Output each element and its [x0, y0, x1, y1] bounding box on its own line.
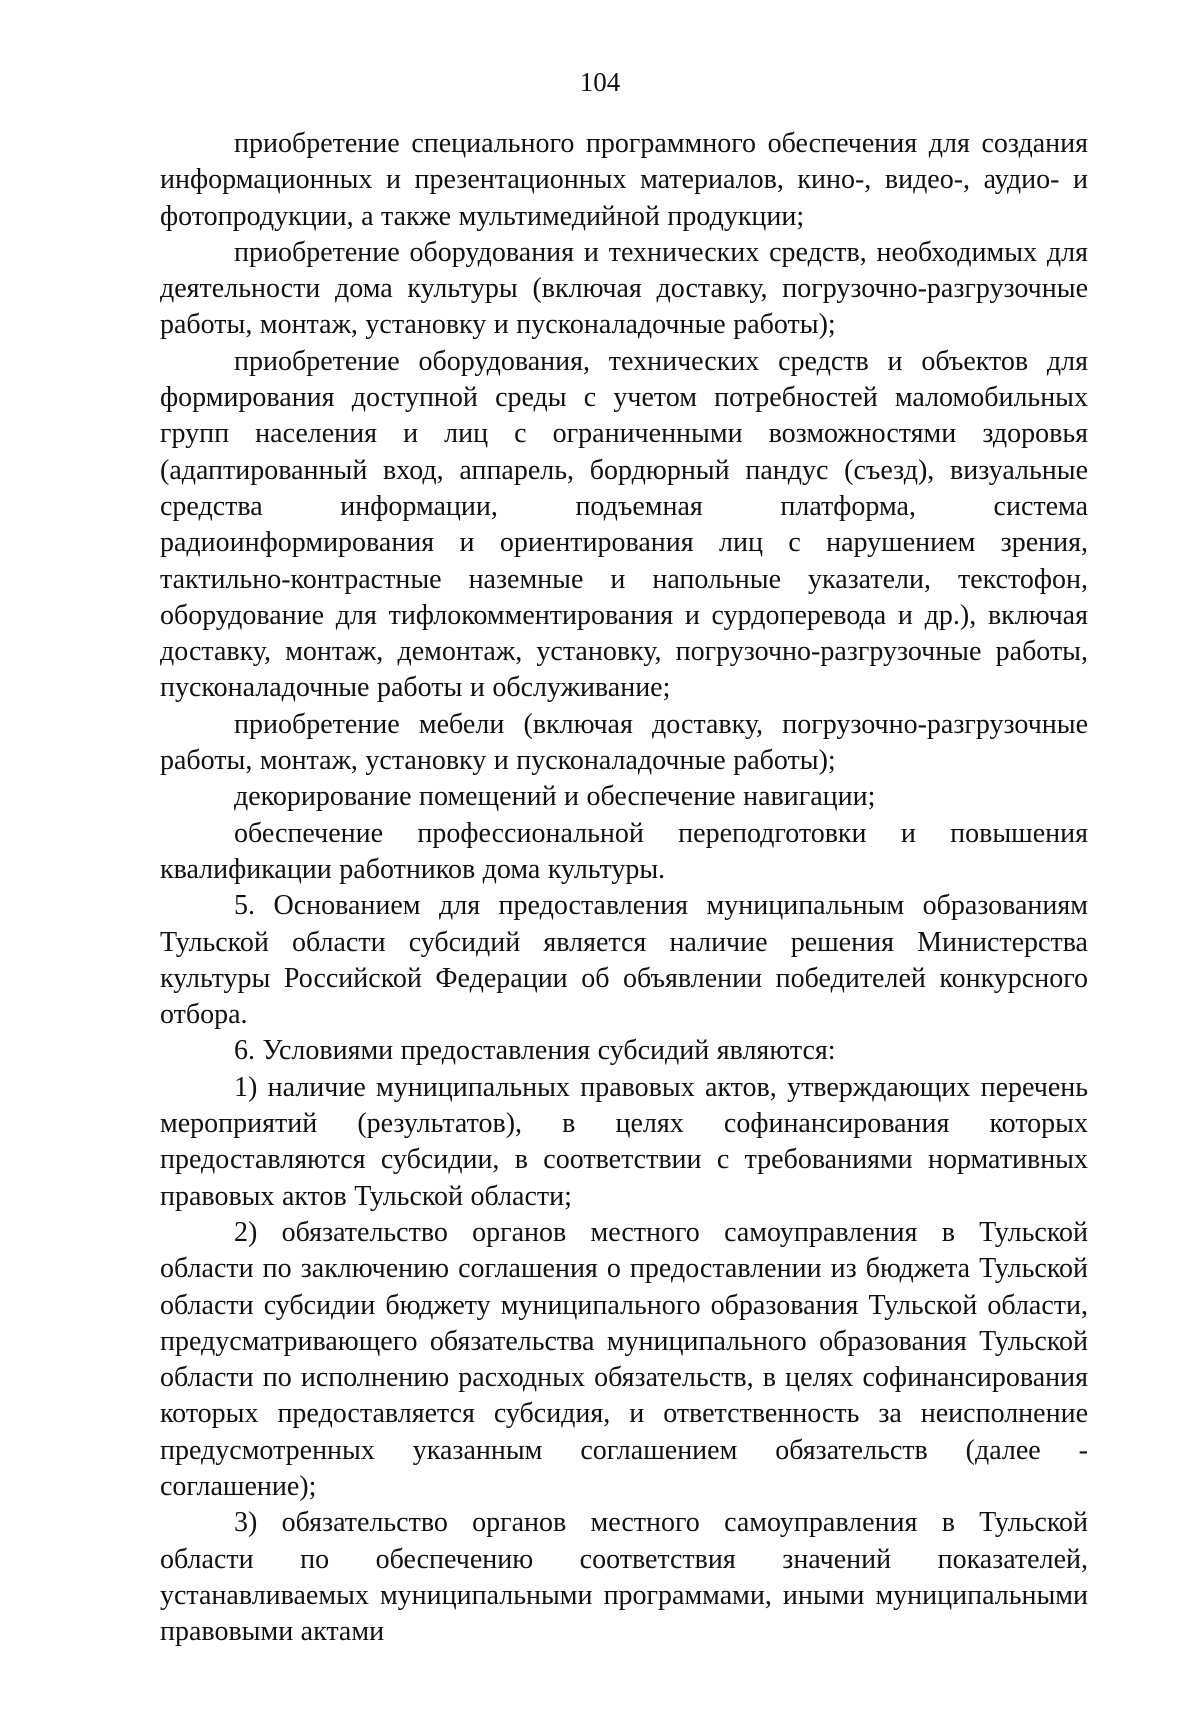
paragraph-furniture: приобретение мебели (включая доставку, погрузочно-разгрузочные работы, монтаж, установку и пусконаладочные работы);: [160, 708, 1088, 777]
page-number: 104: [579, 67, 621, 97]
paragraph-equipment: приобретение оборудования и технических средств, необходимых для деятельности дома культуры (включая доставку, погрузочно-разгрузочные работы, монтаж, установку и пусконаладочные работы);: [160, 236, 1088, 341]
paragraph-clause-5: 5. Основанием для предоставления муниципальным образованиям Тульской области субсидий является наличие решения Министерства культуры Российской Федерации об объявлении победителей конкурсного отбора.: [160, 890, 1088, 1031]
paragraph-accessible-environment: приобретение оборудования, технических средств и объектов для формирования доступной среды с учетом потребностей маломобильных групп населения и лиц с ограниченными возможностями здоровья (адаптированный вход, аппарель, бордюрный пандус (съезд), визуальные средства информации, подъемная платформа, система радиоинформирования и ориентирования лиц с нарушением зрения, тактильно-контрастные наземные и напольные указатели, текстофон, оборудование для тифлокомментирования и сурдоперевода и др.), включая доставку, монтаж, демонтаж, установку, погрузочно-разгрузочные работы, пусконаладочные работы и обслуживание;: [160, 345, 1088, 704]
paragraph-software: приобретение специального программного обеспечения для создания информационных и презентационных материалов, кино-, видео-, аудио- и фотопродукции, а также мультимедийной продукции;: [160, 128, 1088, 232]
paragraph-decoration: декорирование помещений и обеспечение навигации;: [234, 781, 876, 813]
paragraph-condition-1: 1) наличие муниципальных правовых актов, утверждающих перечень мероприятий (результатов), в целях софинансирования которых предоставляются субсидии, в соответствии с требованиями нормативных правовых актов Тульской области;: [160, 1071, 1088, 1212]
paragraph-condition-3: 3) обязательство органов местного самоуправления в Тульской области по обеспечению соответствия значений показателей, устанавливаемых муниципальными программами, иными муниципальными правовыми актами: [160, 1507, 1088, 1648]
paragraph-training: обеспечение профессиональной переподготовки и повышения квалификации работников дома культуры.: [160, 817, 1088, 885]
paragraph-clause-6: 6. Условиями предоставления субсидий являются:: [234, 1035, 836, 1067]
document-body: [160, 126, 1088, 1650]
paragraph-condition-2: 2) обязательство органов местного самоуправления в Тульской области по заключению соглашения о предоставлении из бюджета Тульской области субсидии бюджету муниципального образования Тульской области, предусматривающего обязательства муниципального образования Тульской области по исполнению расходных обязательств, в целях софинансирования которых предоставляется субсидия, и ответственность за неисполнение предусмотренных указанным соглашением обязательств (далее - соглашение);: [160, 1216, 1088, 1502]
